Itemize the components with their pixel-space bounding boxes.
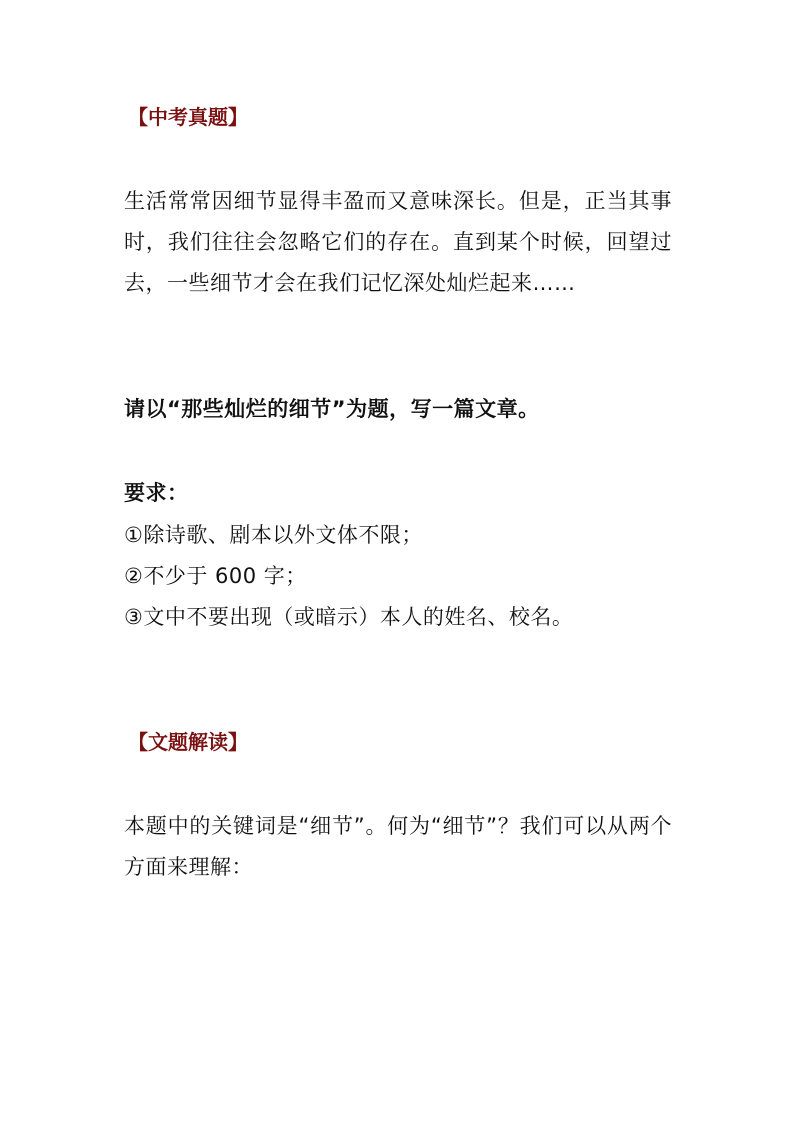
requirement-item-1: ①除诗歌、剧本以外文体不限；	[124, 523, 423, 547]
intro-paragraph: 生活常常因细节显得丰盈而又意味深长。但是，正当其事时，我们往往会忽略它们的存在。直到某个时候，回望过去，一些细节才会在我们记忆深处灿烂起来……	[124, 189, 672, 295]
writing-prompt: 请以“那些灿烂的细节”为题，写一篇文章。	[124, 397, 540, 421]
requirement-item-3: ③文中不要出现（或暗示）本人的姓名、校名。	[124, 605, 574, 629]
exam-question-heading: 【中考真题】	[128, 105, 248, 129]
requirement-item-2: ②不少于 600 字；	[124, 564, 307, 588]
analysis-paragraph: 本题中的关键词是“细节”。何为“细节”？我们可以从两个方面来理解：	[124, 814, 672, 879]
topic-analysis-heading: 【文题解读】	[128, 730, 248, 754]
requirements-label: 要求：	[124, 481, 189, 505]
